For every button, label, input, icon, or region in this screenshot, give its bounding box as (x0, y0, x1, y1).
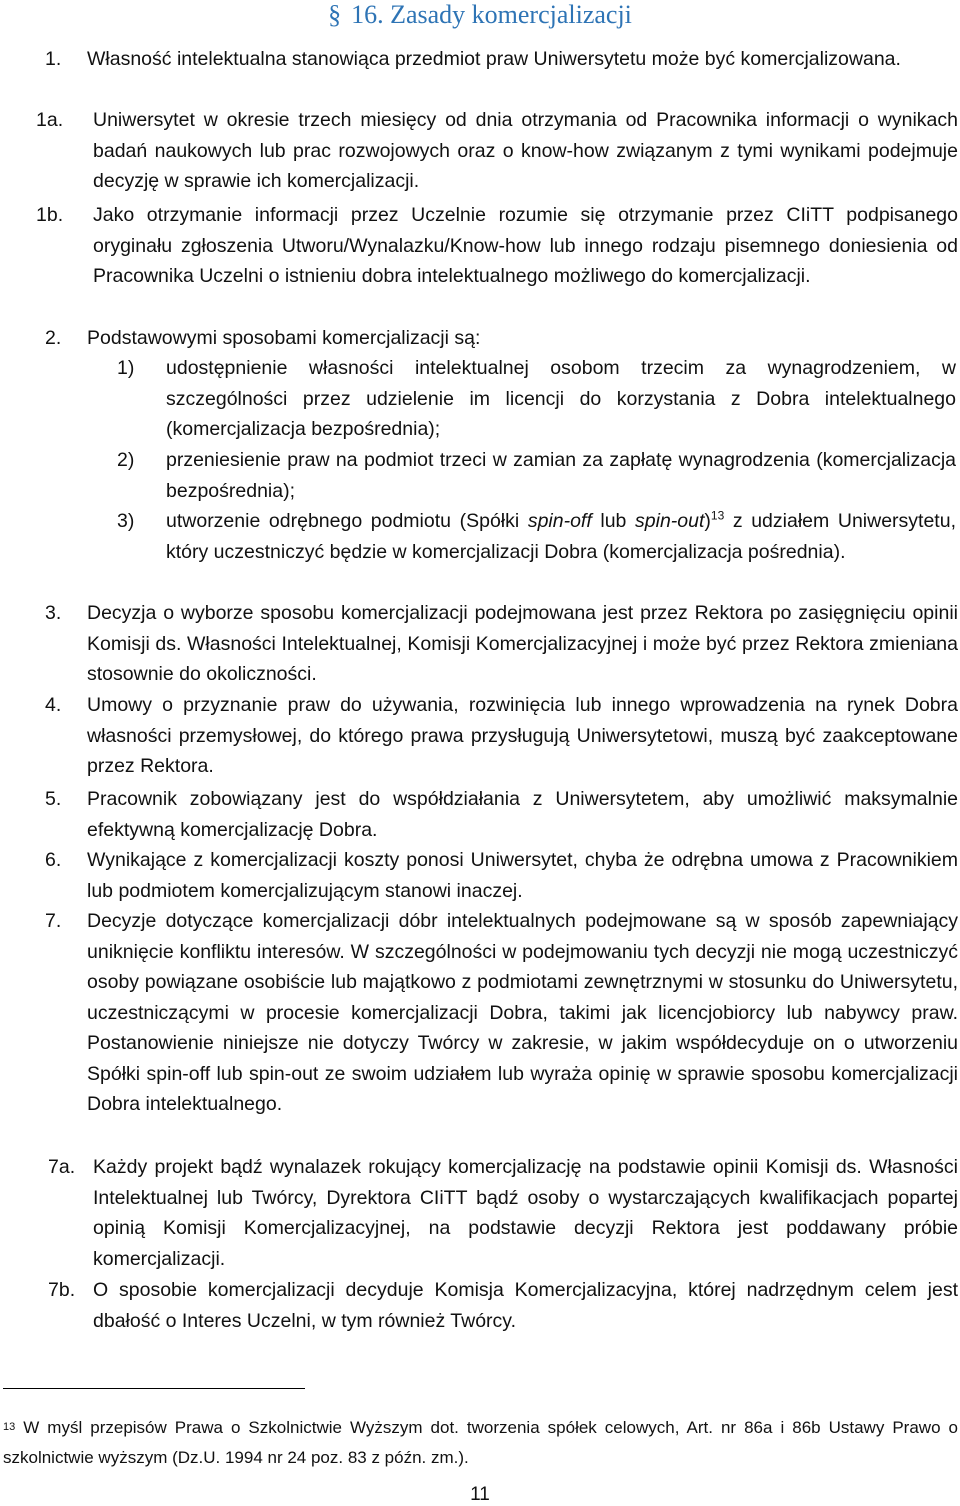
item-text: Pracownik zobowiązany jest do współdziałania z Uniwersytetem, aby umożliwić maksymalnie efektywną komercjalizację Dobra. (87, 788, 958, 841)
item-text: Decyzje dotyczące komercjalizacji dóbr intelektualnych podejmowane są w sposób zapewniający uniknięcie konfliktu interesów. W szczególności w podejmowaniu tych decyzji nie mogą uczestniczyć osoby powiązane osobiście lub majątkowo z podmiotami zewnętrznymi w stosunku do Uniwersytetu, uczestniczącymi w procesie komercjalizacji Dobra, takimi jak licencjobiorcy lub nabywcy praw. Postanowienie niniejsze nie dotyczy Twórcy w zakresie, w jakim współdecyduje on o utworzeniu Spółki spin-off lub spin-out ze swoim udziałem lub wyraża opinię w sprawie sposobu komercjalizacji Dobra intelektualnego. (87, 910, 958, 1115)
item-number: 7. (45, 910, 62, 932)
item-number: 1. (45, 48, 62, 70)
item-number: 2. (45, 327, 62, 349)
item-text: Jako otrzymanie informacji przez Uczelnie rozumie się otrzymanie przez CIiTT podpisanego oryginału zgłoszenia Utworu/Wynalazku/Know-how lub innego rodzaju pisemnego doniesienia od Pracownika Uczelni o istnieniu dobra intelektualnego możliwego do komercjalizacji. (93, 204, 958, 287)
item-number: 1) (117, 357, 135, 379)
item-number: 2) (117, 449, 135, 471)
item-number: 3) (117, 510, 135, 532)
item-number: 1b. (36, 204, 64, 226)
item-text: przeniesienie praw na podmiot trzeci w zamian za zapłatę wynagrodzenia (komercjalizacja bezpośrednia); (166, 449, 956, 502)
item-text: Każdy projekt bądź wynalazek rokujący komercjalizację na podstawie opinii Komisji ds. Własności Intelektualnej lub Twórcy, Dyrektora CIiTT bądź osoby o wystarczających kwalifikacjach popartej opinią Komisji Komercjalizacyjnej, na podstawie decyzji Rektora jest poddawany próbie komercjalizacji. (93, 1156, 958, 1270)
spin-out-term: spin-out (635, 510, 705, 532)
footnote (3, 1414, 958, 1471)
footnote-mark: 13 (3, 1421, 16, 1433)
footnote-divider (3, 1388, 305, 1389)
item-number: 5. (45, 788, 62, 810)
item-text: utworzenie odrębnego podmiotu (Spółki spin-off lub spin-out)$^{13}$ z udziałem Uniwersytetu, który uczestniczyć będzie w komercjalizacji Dobra (komercjalizacja pośrednia). (166, 508, 956, 563)
item-text: udostępnienie własności intelektualnej osobom trzecim za wynagrodzeniem, w szczególności przez udzielenie im licencji do korzystania z Dobra intelektualnego (komercjalizacja bezpośrednia); (166, 357, 956, 440)
item-text: Uniwersytet w okresie trzech miesięcy od dnia otrzymania od Pracownika informacji o wynikach badań naukowych lub prac rozwojowych oraz o know-how związanym z tymi wynikami podejmuje decyzję w sprawie ich komercjalizacji. (93, 109, 958, 192)
page-number: 11 (470, 1484, 490, 1505)
item-text: Decyzja o wyborze sposobu komercjalizacji podejmowana jest przez Rektora po zasięgnięciu opinii Komisji ds. Własności Intelektualnej, Komisji Komercjalizacyjnej i może być przez Rektora zmieniana stosownie do okoliczności. (87, 602, 958, 685)
section-title: 16. Zasady komercjalizacji (351, 0, 632, 29)
footnote-reference[interactable]: 13 (710, 508, 725, 523)
spin-off-term: spin-off (527, 510, 592, 532)
item-number: 6. (45, 849, 62, 871)
item-text: Podstawowymi sposobami komercjalizacji są: (87, 327, 481, 349)
footnote-text: W myśl przepisów Prawa o Szkolnictwie Wyższym dot. tworzenia spółek celowych, Art. nr 86a i 86b Ustawy Prawo o szkolnictwie wyższym (Dz.U. 1994 nr 24 poz. 83 z późn. zm.). (3, 1418, 958, 1467)
item-number: 1a. (36, 109, 64, 131)
section-mark: § (328, 0, 342, 29)
item-text: Własność intelektualna stanowiąca przedmiot praw Uniwersytetu może być komercjalizowana. (87, 48, 901, 70)
item-number: 3. (45, 602, 62, 624)
item-text: Wynikające z komercjalizacji koszty ponosi Uniwersytet, chyba że odrębna umowa z Pracownikiem lub podmiotem komercjalizującym stanowi inaczej. (87, 849, 958, 902)
section-heading (0, 0, 960, 30)
item-number: 4. (45, 694, 62, 716)
item-number: 7b. (48, 1279, 76, 1301)
item-text: O sposobie komercjalizacji decyduje Komisja Komercjalizacyjna, której nadrzędnym celem jest dbałość o Interes Uczelni, w tym również Twórcy. (93, 1279, 958, 1332)
item-text: Umowy o przyznanie praw do używania, rozwinięcia lub innego wprowadzenia na rynek Dobra własności przemysłowej, do którego prawa przysługują Uniwersytetowi, muszą być zaakceptowane przez Rektora. (87, 694, 958, 777)
item-number: 7a. (48, 1156, 76, 1178)
